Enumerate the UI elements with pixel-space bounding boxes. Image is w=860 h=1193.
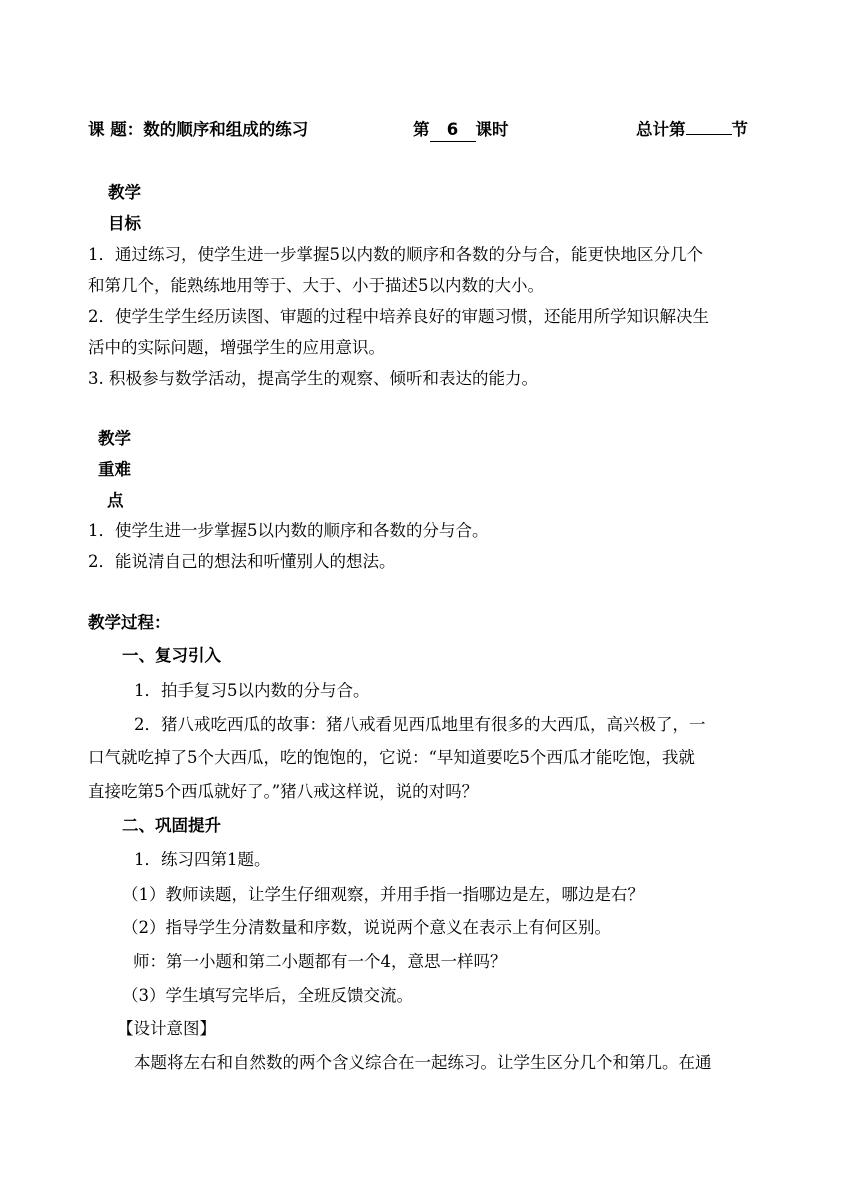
keypoint-line: 1．使学生进一步掌握5以内数的顺序和各数的分与合。 <box>88 521 489 540</box>
goal-line: 2．使学生学生经历读图、审题的过程中培养良好的审题习惯，还能用所学知识解决生 <box>88 307 709 326</box>
total-prefix: 总计第 <box>636 120 686 139</box>
goal-line: 3. 积极参与数学活动，提高学生的观察、倾听和表达的能力。 <box>88 369 538 388</box>
goal-line: 1．通过练习，使学生进一步掌握5以内数的顺序和各数的分与合，能更快地区分几个 <box>88 245 703 264</box>
goal-line: 活中的实际问题，增强学生的应用意识。 <box>88 338 385 357</box>
process-line: 口气就吃掉了5个大西瓜，吃的饱饱的，它说：“早知道要吃5个西瓜才能吃饱，我就 <box>88 748 695 767</box>
keypoints-label-3: 点 <box>107 491 124 510</box>
process-line: （2）指导学生分清数量和序数，说说两个意义在表示上有何区别。 <box>122 918 611 937</box>
goals-label-2: 目标 <box>108 214 141 233</box>
section2-title: 二、巩固提升 <box>122 816 221 835</box>
process-line: 直接吃第5个西瓜就好了。”猪八戒这样说，说的对吗？ <box>88 782 479 801</box>
keypoints-label-2: 重难 <box>98 460 131 479</box>
process-title: 教学过程： <box>88 613 171 632</box>
design-intent-heading: 【设计意图】 <box>117 1019 216 1038</box>
lesson-suffix: 课时 <box>475 120 509 139</box>
keypoints-label-1: 教学 <box>98 429 131 448</box>
topic-title: 数的顺序和组成的练习 <box>143 120 309 139</box>
process-line: 2．猪八戒吃西瓜的故事：猪八戒看见西瓜地里有很多的大西瓜，高兴极了，一 <box>134 715 706 734</box>
lesson-topic <box>88 119 308 141</box>
total-suffix: 节 <box>731 120 748 139</box>
process-line: （3）学生填写完毕后，全班反馈交流。 <box>122 986 413 1005</box>
total-sections <box>636 119 748 141</box>
process-line: 本题将左右和自然数的两个含义综合在一起练习。让学生区分几个和第几。在通 <box>134 1053 712 1072</box>
process-line: 师：第一小题和第二小题都有一个4，意思一样吗？ <box>133 952 507 971</box>
process-line: （1）教师读题，让学生仔细观察，并用手指一指哪边是左，哪边是右？ <box>122 885 644 904</box>
goal-line: 和第几个，能熟练地用等于、大于、小于描述5以内数的大小。 <box>88 276 544 295</box>
process-line: 1．练习四第1题。 <box>134 850 271 869</box>
keypoint-line: 2．能说清自己的想法和听懂别人的想法。 <box>88 552 396 571</box>
process-line: 1．拍手复习5以内数的分与合。 <box>134 681 370 700</box>
topic-label: 课 题： <box>88 120 144 139</box>
goals-label-1: 教学 <box>108 183 141 202</box>
lesson-number: 6 <box>430 119 476 142</box>
lesson-prefix: 第 <box>413 120 430 139</box>
lesson-period <box>413 119 509 142</box>
section1-title: 一、复习引入 <box>122 646 221 665</box>
total-blank <box>686 134 732 135</box>
